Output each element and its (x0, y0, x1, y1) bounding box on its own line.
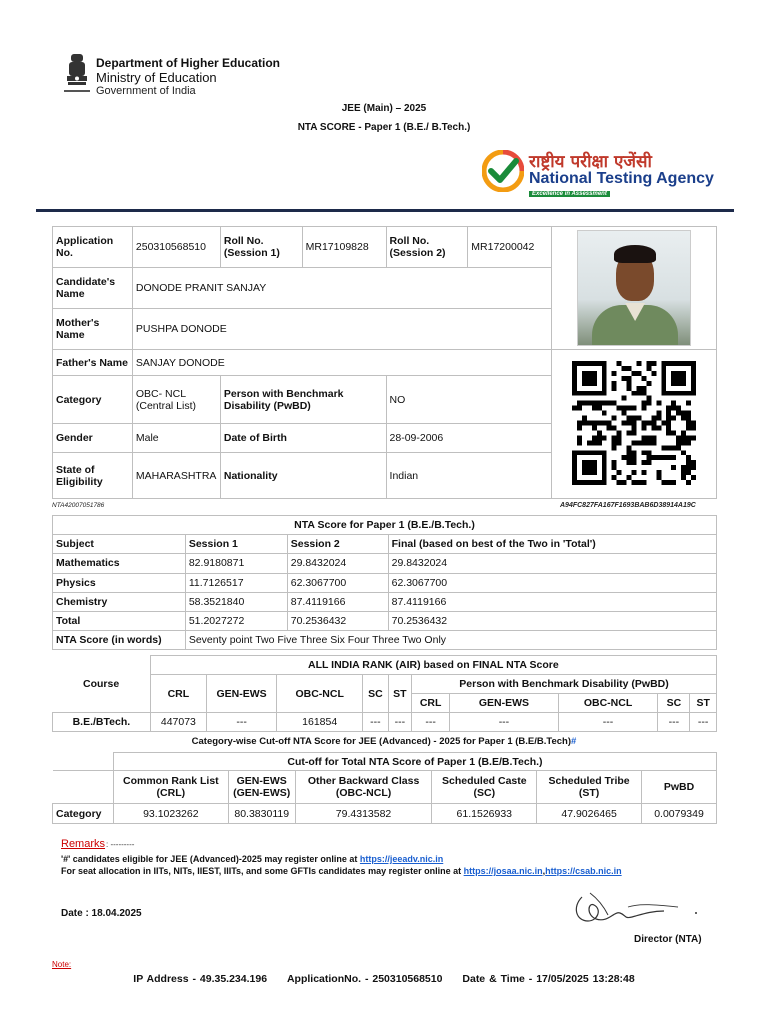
score-header: Session 1 (185, 535, 287, 554)
gender-label: Gender (53, 424, 133, 453)
rank-cell: --- (363, 713, 388, 732)
score-cell: 62.3067700 (388, 573, 716, 592)
score-cell: 58.3521840 (185, 592, 287, 611)
score-cell: 62.3067700 (287, 573, 388, 592)
pwbd-rank-cell: --- (690, 713, 717, 732)
score-table-title: NTA Score for Paper 1 (B.E./B.Tech.) (53, 516, 717, 535)
father-name-label: Father's Name (53, 350, 133, 376)
national-emblem-icon (62, 52, 92, 98)
nta-tagline: Excellence in Assessment (529, 191, 610, 197)
table-row (53, 573, 717, 592)
rank-header: OBC-NCL (277, 675, 363, 713)
dob-value: 28-09-2006 (386, 424, 552, 453)
header-rule (36, 209, 734, 212)
score-header-row (53, 535, 717, 554)
josaa-link[interactable]: https://josaa.nic.in (463, 866, 543, 876)
cutoff-cell: 61.1526933 (432, 804, 537, 824)
cutoff-cell: 93.1023262 (113, 804, 228, 824)
pwbd-value: NO (386, 376, 552, 424)
table-row (53, 631, 717, 650)
rank-table (52, 655, 717, 732)
csab-link[interactable]: https://csab.nic.in (545, 866, 622, 876)
nationality-value: Indian (386, 453, 552, 499)
cutoff-table-title: Cut-off for Total NTA Score of Paper 1 (B.E/B.Tech.) (113, 753, 716, 771)
pwbd-label: Person with Benchmark Disability (PwBD) (220, 376, 386, 424)
cutoff-heading (0, 736, 768, 747)
pwbd-rank-header: SC (658, 694, 690, 713)
score-header: Session 2 (287, 535, 388, 554)
link-separator: , (542, 866, 546, 876)
rank-cell: 447073 (150, 713, 206, 732)
score-words-value: Seventy point Two Five Three Six Four Three Two Only (185, 631, 716, 650)
score-cell: 29.8432024 (388, 554, 716, 573)
candidate-name-label: Candidate's Name (53, 268, 133, 309)
ip-address: IP Address - 49.35.234.196 (133, 973, 268, 985)
score-title: NTA SCORE - Paper 1 (B.E./ B.Tech.) (297, 122, 471, 133)
score-cell: 87.4119166 (388, 592, 716, 611)
issue-date: Date : 18.04.2025 (61, 908, 142, 919)
pwbd-rank-header: CRL (412, 694, 450, 713)
state-value: MAHARASHTRA (132, 453, 220, 499)
rank-cell: --- (207, 713, 277, 732)
rank-cell: --- (388, 713, 411, 732)
table-row (53, 713, 717, 732)
cutoff-cell: 80.3830119 (228, 804, 295, 824)
nta-logo-icon (482, 150, 524, 192)
score-cell: 70.2536432 (287, 611, 388, 630)
mother-name-value: PUSHPA DONODE (132, 309, 551, 350)
government-name: Government of India (96, 85, 196, 97)
mother-name-label: Mother's Name (53, 309, 133, 350)
jeeadv-link[interactable]: https://jeeadv.nic.in (359, 854, 444, 864)
application-no-label: Application No. (53, 227, 133, 268)
rank-header: GEN-EWS (207, 675, 277, 713)
table-row (53, 554, 717, 573)
cutoff-corner (53, 753, 114, 771)
pwbd-rank-cell: --- (412, 713, 450, 732)
footer-datetime: Date & Time - 17/05/2025 13:28:48 (462, 973, 635, 985)
rank-cell: 161854 (277, 713, 363, 732)
remark-line-2-text: For seat allocation in IITs, NITs, IIEST, IIITs, and some GFTIs candidates may register online at (61, 866, 464, 876)
subject-cell: Total (53, 611, 186, 630)
score-cell: 87.4119166 (287, 592, 388, 611)
score-cell: 29.8432024 (287, 554, 388, 573)
cutoff-heading-text: Category-wise Cut-off NTA Score for JEE (Advanced) - 2025 for Paper 1 (B.E/B.Tech) (191, 736, 572, 747)
candidate-photo (577, 230, 691, 346)
candidate-info-table (52, 226, 717, 499)
roll-session2-value: MR17200042 (468, 227, 552, 268)
application-no-value: 250310568510 (132, 227, 220, 268)
remarks-label: Remarks (61, 838, 106, 850)
cutoff-table (52, 752, 717, 824)
cutoff-header: Common Rank List (CRL) (113, 771, 228, 804)
footer-bar (0, 973, 768, 985)
score-cell: 70.2536432 (388, 611, 716, 630)
score-cell: 51.2027272 (185, 611, 287, 630)
cutoff-header: Other Backward Class (OBC-NCL) (295, 771, 432, 804)
state-label: State of Eligibility (53, 453, 133, 499)
cutoff-heading-mark: # (571, 736, 577, 747)
nationality-label: Nationality (220, 453, 386, 499)
director-signature (568, 885, 708, 935)
subject-cell: Mathematics (53, 554, 186, 573)
roll-session1-label: Roll No. (Session 1) (220, 227, 302, 268)
subject-cell: Chemistry (53, 592, 186, 611)
ministry-name: Ministry of Education (96, 70, 217, 85)
father-name-value: SANJAY DONODE (132, 350, 551, 376)
pwbd-rank-cell: --- (558, 713, 658, 732)
score-header: Subject (53, 535, 186, 554)
rank-header: ST (388, 675, 411, 713)
course-label: Course (53, 656, 151, 713)
pwbd-rank-header: ST (690, 694, 717, 713)
cutoff-cell: 79.4313582 (295, 804, 432, 824)
cutoff-header: GEN-EWS (GEN-EWS) (228, 771, 295, 804)
pwbd-rank-header: GEN-EWS (450, 694, 558, 713)
remark-line-1-text: '#' candidates eligible for JEE (Advanced)-2025 may register online at (61, 854, 360, 864)
document-hash: A94FC827FA167F1693BAB6D38914A19C (560, 502, 696, 509)
photo-cell (552, 227, 717, 350)
cutoff-cell: 0.0079349 (642, 804, 717, 824)
score-header: Final (based on best of the Two in 'Total') (388, 535, 716, 554)
category-label: Category (53, 376, 133, 424)
cutoff-row-label: Category (53, 804, 114, 824)
document-code: NTA42007051786 (52, 502, 105, 509)
course-cell: B.E./BTech. (53, 713, 151, 732)
dob-label: Date of Birth (220, 424, 386, 453)
roll-session2-label: Roll No. (Session 2) (386, 227, 468, 268)
footer-application-no: ApplicationNo. - 250310568510 (286, 973, 443, 985)
remark-line-2 (61, 866, 622, 876)
table-row (53, 804, 717, 824)
candidate-name-value: DONODE PRANIT SANJAY (132, 268, 551, 309)
rank-header: SC (363, 675, 388, 713)
remarks-dashes: : --------- (106, 840, 135, 849)
pwbd-rank-cell: --- (450, 713, 558, 732)
score-words-label: NTA Score (in words) (53, 631, 186, 650)
score-cell: 11.7126517 (185, 573, 287, 592)
qr-code-icon (571, 361, 697, 485)
pwbd-rank-header: OBC-NCL (558, 694, 658, 713)
note-label: Note: (52, 960, 72, 969)
score-cell: 82.9180871 (185, 554, 287, 573)
director-title: Director (NTA) (634, 934, 702, 945)
remark-line-1 (61, 854, 443, 864)
cutoff-corner (53, 771, 114, 804)
rank-header: CRL (150, 675, 206, 713)
cutoff-header: Scheduled Caste (SC) (432, 771, 537, 804)
qr-cell (552, 350, 717, 499)
pwbd-rank-cell: --- (658, 713, 690, 732)
roll-session1-value: MR17109828 (302, 227, 386, 268)
subject-cell: Physics (53, 573, 186, 592)
air-title: ALL INDIA RANK (AIR) based on FINAL NTA Score (150, 656, 716, 675)
score-table (52, 515, 717, 650)
department-name: Department of Higher Education (96, 56, 281, 70)
gender-value: Male (132, 424, 220, 453)
category-value: OBC- NCL (Central List) (132, 376, 220, 424)
cutoff-cell: 47.9026465 (537, 804, 642, 824)
exam-title: JEE (Main) – 2025 (341, 103, 427, 114)
cutoff-header: PwBD (642, 771, 717, 804)
nta-name: National Testing Agency (529, 170, 714, 187)
nta-hindi-name: राष्ट्रीय परीक्षा एजेंसी (529, 152, 652, 172)
cutoff-header: Scheduled Tribe (ST) (537, 771, 642, 804)
table-row (53, 611, 717, 630)
table-row (53, 592, 717, 611)
pwbd-rank-title: Person with Benchmark Disability (PwBD) (412, 675, 717, 694)
